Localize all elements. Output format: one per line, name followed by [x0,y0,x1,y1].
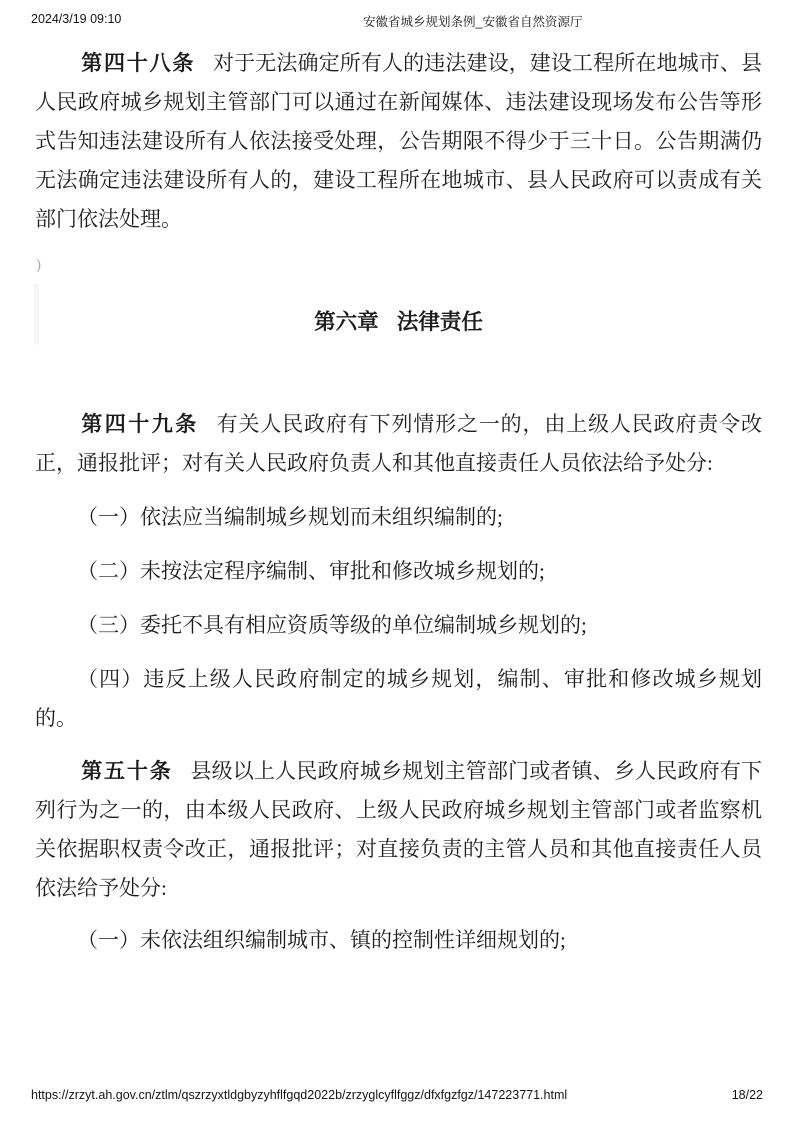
article-49-paragraph [35,405,762,483]
article-50-item-1: （一）未依法组织编制城市、镇的控制性详细规划的; [77,928,566,952]
article-50-label: 第五十条 [81,759,173,783]
article-48-paragraph [35,44,762,239]
article-49-text: 有关人民政府有下列情形之一的，由上级人民政府责令改正，通报批评；对有关人民政府负责人和其他直接责任人员依法给予处分: [35,412,762,475]
print-timestamp: 2024/3/19 09:10 [31,12,122,26]
article-50-paragraph [35,752,762,908]
article-49-item-1: （一）依法应当编制城乡规划而未组织编制的; [77,505,503,529]
article-49-item-4: （四）违反上级人民政府制定的城乡规划，编制、审批和修改城乡规划的。 [35,667,762,730]
article-49-item-3: （三）委托不具有相应资质等级的单位编制城乡规划的; [77,613,587,637]
article-49-item-2: （二）未按法定程序编制、审批和修改城乡规划的; [77,559,545,583]
print-footer [0,1088,793,1104]
article-50-text: 县级以上人民政府城乡规划主管部门或者镇、乡人民政府有下列行为之一的，由本级人民政府、上级人民政府城乡规划主管部门或者监察机关依据职权责令改正，通报批评；对直接负责的主管人员和其他直接责任人员依法给予处分: [35,759,762,900]
chapter-6-label: 第六章 [314,310,379,334]
print-header [0,12,793,30]
chapter-6-title: 法律责任 [396,310,483,334]
chapter-6-heading [35,303,762,342]
source-url: https://zrzyt.ah.gov.cn/ztlm/qszrzyxtldgbyzyhflfgqd2022b/zrzyglcyflfggz/dfxfgzfgz/147223771.html [31,1088,568,1102]
document-body [35,44,762,960]
scan-artifact-mark: ) [36,257,41,273]
document-title: 安徽省城乡规划条例_安徽省自然资源厅 [363,15,583,29]
article-49-label: 第四十九条 [81,412,199,436]
page-number: 18/22 [731,1088,763,1102]
article-48-text: 对于无法确定所有人的违法建设，建设工程所在地城市、县人民政府城乡规划主管部门可以通过在新闻媒体、违法建设现场发布公告等形式告知违法建设所有人依法接受处理，公告期限不得少于三十日。公告期满仍无法确定违法建设所有人的，建设工程所在地城市、县人民政府可以责成有关部门依法处理。 [35,51,762,231]
article-48-label: 第四十八条 [81,51,196,75]
